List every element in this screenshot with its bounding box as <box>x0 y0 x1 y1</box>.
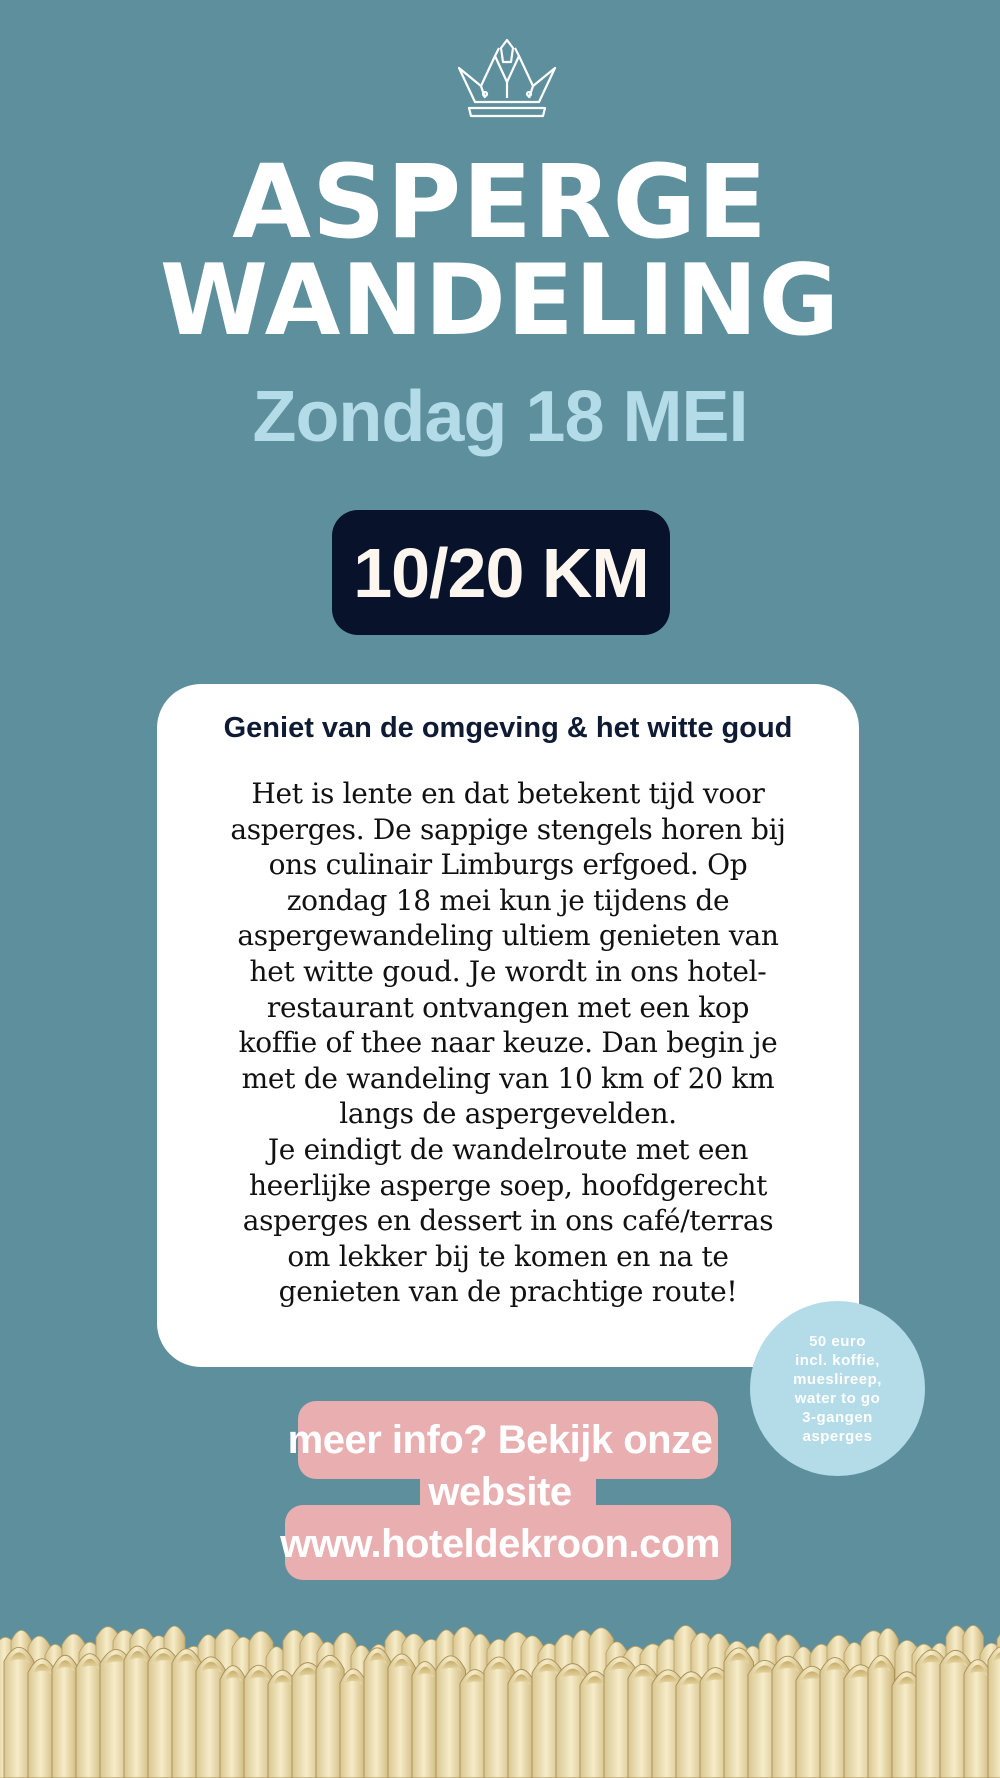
title-line-2: WANDELING <box>159 244 841 358</box>
asparagus-spear <box>388 1654 415 1778</box>
title-line-1: ASPERGE <box>232 143 768 262</box>
body-line: om lekker bij te komen en na te <box>287 1239 729 1273</box>
asparagus-spear <box>220 1666 246 1778</box>
description-card <box>157 684 859 1367</box>
asparagus-spear <box>52 1655 79 1778</box>
body-line: restaurant ontvangen met een kop <box>266 990 750 1024</box>
body-line: genieten van de prachtige route! <box>278 1275 738 1309</box>
body-line: langs de aspergevelden. <box>339 1097 677 1131</box>
price-line: 50 euro <box>809 1332 866 1350</box>
crown-icon <box>455 38 559 120</box>
price-line: 3-gangen <box>802 1408 873 1426</box>
card-heading: Geniet van de omgeving & het witte goud <box>223 712 793 744</box>
event-date: Zondag 18 MEI <box>252 377 748 457</box>
asparagus-spear <box>124 1646 151 1778</box>
asparagus-spear <box>988 1647 1000 1778</box>
body-line: met de wandeling van 10 km of 20 km <box>241 1061 775 1095</box>
asparagus-spear <box>868 1656 894 1778</box>
info-text: meer info? Bekijk onze <box>287 1418 713 1462</box>
body-line: aspergewandeling ultiem genieten van <box>237 919 779 953</box>
info-text-website: website <box>428 1470 572 1514</box>
body-line: asperges en dessert in ons café/terras <box>242 1204 774 1238</box>
body-line: ons culinair Limburgs erfgoed. Op <box>268 848 748 882</box>
price-line: water to go <box>794 1389 881 1407</box>
price-line: incl. koffie, <box>795 1351 880 1369</box>
body-line: Het is lente en dat betekent tijd voor <box>251 777 765 810</box>
asparagus-spear <box>508 1669 535 1778</box>
card-body <box>187 776 829 1310</box>
body-line: het witte goud. Je wordt in ons hotel- <box>249 954 767 988</box>
distance-label: 10/20 KM <box>353 533 649 612</box>
asparagus-spear <box>964 1660 992 1778</box>
body-line: Je eindigt de wandelroute met een <box>267 1132 749 1166</box>
asparagus-spear <box>364 1648 391 1778</box>
asparagus-border-image <box>0 1612 1000 1778</box>
body-line: heerlijke asperge soep, hoofdgerecht <box>248 1168 768 1202</box>
price-line: asperges <box>802 1427 873 1445</box>
price-line: mueslireep, <box>793 1370 882 1388</box>
body-line: asperges. De sappige stengels horen bij <box>230 812 786 846</box>
body-line: zondag 18 mei kun je tijdens de <box>286 883 730 917</box>
asparagus-spear <box>412 1662 438 1778</box>
asparagus-spear <box>340 1669 367 1778</box>
website-link[interactable]: www.hoteldekroon.com <box>280 1522 720 1566</box>
body-line: koffie of thee naar keuze. Dan begin je <box>238 1026 778 1060</box>
distance-badge <box>332 510 670 635</box>
